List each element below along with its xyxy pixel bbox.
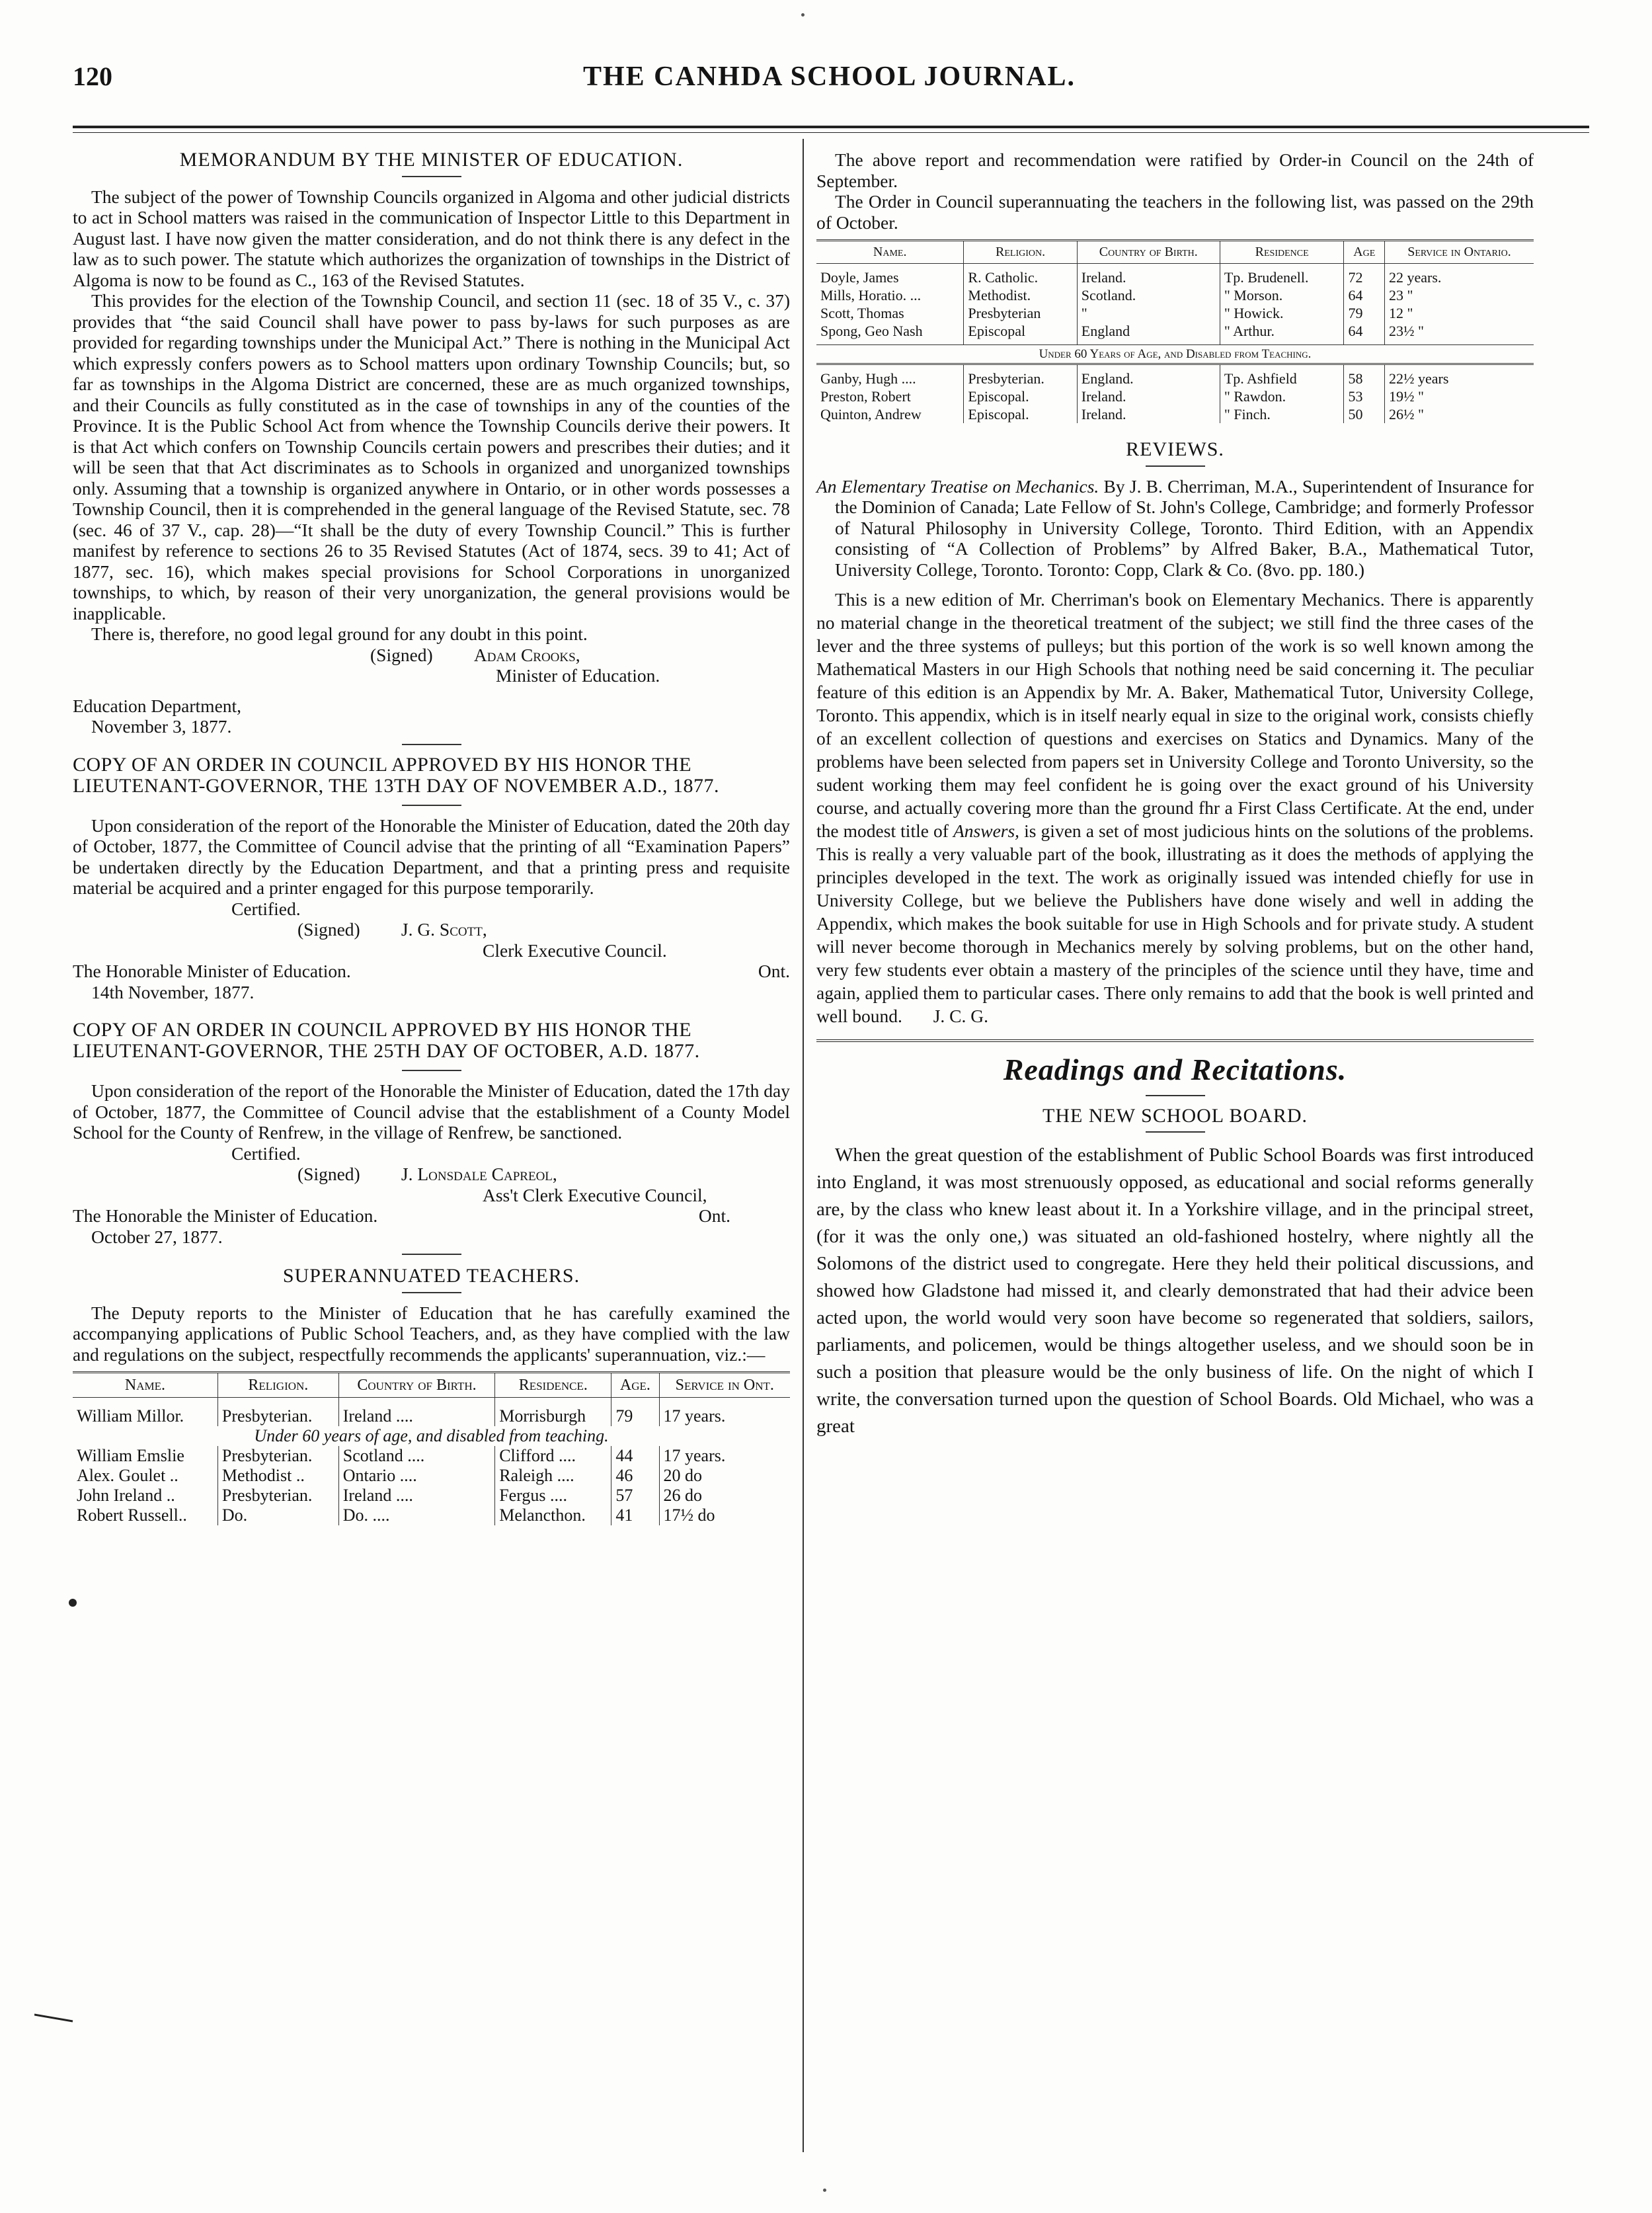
table-cell: R. Catholic. bbox=[964, 264, 1077, 287]
section-rule bbox=[402, 805, 461, 806]
table-cell: 23 " bbox=[1384, 286, 1534, 304]
table-cell: 46 bbox=[611, 1466, 659, 1486]
memorandum-title: MEMORANDUM BY THE MINISTER OF EDUCATION. bbox=[179, 149, 684, 171]
table-cell: 44 bbox=[611, 1446, 659, 1466]
order-title: COPY OF AN ORDER IN COUNCIL APPROVED BY HIS HONOR THE LIEUTENANT-GOVERNOR, THE 25TH DAY OF OCTOBER, A.D. 1877. bbox=[73, 1019, 700, 1062]
ratification-section bbox=[816, 149, 1534, 423]
table-cell: 79 bbox=[1344, 304, 1385, 322]
signer-role: Ass't Clerk Executive Council, bbox=[483, 1184, 707, 1205]
print-speck bbox=[823, 2189, 826, 2192]
table-cell: Ontario .... bbox=[338, 1466, 494, 1486]
table-cell: 50 bbox=[1344, 405, 1385, 423]
order-in-council-2 bbox=[73, 1020, 790, 1255]
table-cell: Episcopal. bbox=[964, 387, 1077, 405]
table-row bbox=[816, 322, 1534, 345]
addressee-line bbox=[73, 1205, 790, 1227]
order-date: 14th November, 1877. bbox=[91, 981, 255, 1002]
table-subheading: Under 60 Years of Age, and Disabled from Teaching. bbox=[816, 345, 1534, 364]
table-cell: 26½ " bbox=[1384, 405, 1534, 423]
table-cell: Ganby, Hugh .... bbox=[820, 370, 916, 387]
section-rule bbox=[402, 1254, 461, 1255]
order-in-council-1 bbox=[73, 754, 790, 1003]
margin-pointer-icon bbox=[34, 2013, 74, 2023]
section-rule bbox=[402, 744, 461, 745]
column-header: Service in Ontario. bbox=[1384, 241, 1534, 264]
table-cell: Presbyterian bbox=[964, 304, 1077, 322]
signature-line bbox=[297, 1164, 790, 1185]
table-row bbox=[73, 1486, 790, 1506]
table-cell: Do. bbox=[217, 1506, 338, 1525]
memorandum-paragraph: This provides for the election of the Township Council, and section 11 (sec. 18 of 35 V., c. 37) provides that “the said Council shall have power to pass by-laws for such purposes as are provided for regarding townships under the Municipal Act.” There is nothing in the Municipal Act which expressly confers powers as to School matters upon ordinary Township Councils; but, so far as townships in the Algoma District are concerned, these are as much organized townships, and their Councils as fully constituted as in the case of townships in any of the counties of the Province. It is the Public School Act from whence the Township Councils derive their powers. It is that Act which confers on Township Councils certain powers and prescribes their duties; and it will be seen that that Act discriminates as to Schools in organized and unorganized townships only. Assuming that a township is organized anywhere in Ontario, or in other words possesses a Township Council, then it is comprehended in the general language of the Revised Statute, sec. 78 (sec. 46 of 37 V., cap. 28)—“It shall be the duty of every Township Council.” This is further manifest by reference to sections 26 to 35 Revised Statutes (Act of 1874, secs. 39 to 41; Act of 1877, sec. 16), which makes special provisions for School Corporations in unorganized townships, to which, by reason of their very unorganization, the general provisions would be inapplicable. bbox=[73, 290, 790, 624]
answers-title: Answers, bbox=[953, 821, 1020, 841]
table-cell: 12 " bbox=[1384, 304, 1534, 322]
table-cell: Ireland. bbox=[1077, 264, 1220, 287]
order-title: COPY OF AN ORDER IN COUNCIL APPROVED BY HIS HONOR THE LIEUTENANT-GOVERNOR, THE 13TH DAY OF NOVEMBER A.D., 1877. bbox=[73, 753, 719, 797]
table-cell: " Morson. bbox=[1220, 286, 1344, 304]
citation-details: By J. B. Cherriman, M.A., Superintendent of Insurance for the Dominion of Canada; Late Fellow of St. John's College, Cambridge; and formerly Professor of Natural Philosophy in University College, Toronto. Third Edition, with an Appendix consisting of “A Collection of Problems” by Alfred Baker, B.A., Mathematical Tutor, University College, Toronto. Toronto: Copp, Clark & Co. (8vo. pp. 180.) bbox=[835, 475, 1534, 580]
table-row bbox=[816, 405, 1534, 423]
table-cell: Raleigh .... bbox=[495, 1466, 611, 1486]
table-cell: Presbyterian. bbox=[217, 1446, 338, 1466]
table-cell: " Arthur. bbox=[1220, 322, 1344, 345]
order-body: Upon consideration of the report of the Honorable the Minister of Education, dated the 20th day of October, 1877, the Committee of Council advise that the printing of all “Examination Papers” be undertaken directly by the Education Department, and that a printing press and requisite material be acquired and a printer engaged for this purpose temporarily. bbox=[73, 815, 790, 898]
ratification-paragraph: The above report and recommendation were ratified by Order-in Council on the 24th of September. bbox=[816, 149, 1534, 191]
table-cell: Robert Russell.. bbox=[77, 1506, 187, 1525]
column-header: Country of Birth. bbox=[1077, 241, 1220, 264]
table-cell: Spong, Geo Nash bbox=[820, 323, 923, 339]
readings-heading: Readings and Recitations. bbox=[1003, 1053, 1347, 1086]
table-header-row bbox=[73, 1373, 790, 1398]
table-cell: 22½ years bbox=[1384, 364, 1534, 388]
signer-role: Clerk Executive Council. bbox=[483, 940, 667, 961]
table-subheading: Under 60 years of age, and disabled from teaching. bbox=[254, 1426, 609, 1445]
table-cell: Episcopal bbox=[964, 322, 1077, 345]
certified-label: Certified. bbox=[231, 898, 301, 919]
section-rule bbox=[402, 1292, 461, 1293]
table-row bbox=[73, 1446, 790, 1466]
table-cell: " Rawdon. bbox=[1220, 387, 1344, 405]
table-subheading-row bbox=[73, 1426, 790, 1446]
table-row bbox=[816, 264, 1534, 287]
table-cell: 57 bbox=[611, 1486, 659, 1506]
addressee-line bbox=[73, 961, 790, 982]
section-rule bbox=[1146, 1131, 1205, 1133]
journal-title: THE CANHDA SCHOOL JOURNAL. bbox=[582, 61, 1076, 92]
column-header: Residence. bbox=[495, 1373, 611, 1398]
table-row bbox=[73, 1506, 790, 1525]
review-text: This is a new edition of Mr. Cherriman's book on Elementary Mechanics. There is apparently no material change in the theoretical treatment of the subject; we still find the three cases of the lever and the three systems of pulleys; but this portion of the work is so well known among the Mathematical Masters in our High Schools that nothing need be said concerning it. The peculiar feature of this edition is an Appendix by Mr. A. Baker, Mathematical Tutor, University College, Toronto. This appendix, which is in itself nearly equal in size to the original work, consists chiefly of an excellent collection of questions and exercises on Statics and Dynamics. Many of the problems have been selected from papers set in University College and Toronto University, so the sudent working them may feel confident he is going over the exact ground of his University course, and actually covering more than the ground fhr a First Class Certificate. At the end, under the modest title of bbox=[816, 589, 1534, 841]
table-cell: Ireland .... bbox=[338, 1486, 494, 1506]
table-cell: England bbox=[1077, 322, 1220, 345]
left-column bbox=[73, 139, 790, 1525]
reviews-section bbox=[816, 439, 1534, 1027]
table-cell: 20 do bbox=[659, 1466, 790, 1486]
table-cell: 53 bbox=[1344, 387, 1385, 405]
table-subheading-row bbox=[816, 345, 1534, 364]
column-header: Age. bbox=[611, 1373, 659, 1398]
memorandum-place: Education Department, bbox=[73, 695, 242, 716]
table-row bbox=[73, 1466, 790, 1486]
table-cell: 26 do bbox=[659, 1486, 790, 1506]
signed-label: (Signed) bbox=[370, 644, 433, 665]
page-number: 120 bbox=[73, 61, 112, 91]
column-header: Age bbox=[1344, 241, 1385, 264]
superannuated-table bbox=[73, 1371, 790, 1525]
table-cell: Scotland .... bbox=[338, 1446, 494, 1466]
reviews-title: REVIEWS. bbox=[1126, 438, 1224, 460]
section-rule bbox=[1146, 1095, 1205, 1096]
table-cell: Ireland. bbox=[1077, 405, 1220, 423]
margin-bullet bbox=[69, 1599, 77, 1607]
signer-name: J. G. Scott, bbox=[401, 919, 487, 940]
signature-line bbox=[370, 645, 790, 666]
signed-label: (Signed) bbox=[297, 919, 360, 940]
table-cell: Alex. Goulet .. bbox=[77, 1466, 178, 1485]
table-cell: Preston, Robert bbox=[820, 388, 911, 405]
superannuated-section bbox=[73, 1266, 790, 1525]
column-header: Country of Birth. bbox=[338, 1373, 494, 1398]
signed-label: (Signed) bbox=[297, 1164, 360, 1184]
column-header: Name. bbox=[816, 241, 964, 264]
superannuated-title: SUPERANNUATED TEACHERS. bbox=[282, 1265, 580, 1287]
table-cell: Presbyterian. bbox=[964, 364, 1077, 388]
order-date: October 27, 1877. bbox=[91, 1226, 223, 1247]
table-cell: " bbox=[1077, 304, 1220, 322]
column-divider bbox=[803, 139, 804, 2152]
table-cell: Mills, Horatio. ... bbox=[820, 287, 922, 303]
column-header: Service in Ont. bbox=[659, 1373, 790, 1398]
table-cell: 58 bbox=[1344, 364, 1385, 388]
table-cell: Methodist .. bbox=[217, 1466, 338, 1486]
table-cell: 17 years. bbox=[659, 1398, 790, 1427]
readings-section bbox=[816, 1053, 1534, 1440]
table-cell: Tp. Ashfield bbox=[1220, 364, 1344, 388]
table-cell: Do. .... bbox=[338, 1506, 494, 1525]
review-citation bbox=[816, 475, 1534, 581]
ratified-teachers-table bbox=[816, 239, 1534, 423]
column-header: Residence bbox=[1220, 241, 1344, 264]
table-cell: 64 bbox=[1344, 286, 1385, 304]
table-cell: " Finch. bbox=[1220, 405, 1344, 423]
table-row bbox=[816, 364, 1534, 388]
table-cell: 41 bbox=[611, 1506, 659, 1525]
signature-line bbox=[297, 919, 790, 940]
table-cell: John Ireland .. bbox=[77, 1486, 175, 1505]
table-cell: William Emslie bbox=[77, 1446, 184, 1465]
right-column bbox=[816, 139, 1534, 1440]
table-cell: Clifford .... bbox=[495, 1446, 611, 1466]
table-cell: Ireland. bbox=[1077, 387, 1220, 405]
table-row bbox=[73, 1398, 790, 1427]
table-cell: 23½ " bbox=[1384, 322, 1534, 345]
table-cell: Doyle, James bbox=[820, 269, 899, 286]
table-cell: " Howick. bbox=[1220, 304, 1344, 322]
addressee-place: Ont. bbox=[758, 961, 790, 981]
table-cell: 64 bbox=[1344, 322, 1385, 345]
header-rule-thin bbox=[73, 132, 1589, 133]
table-cell: 22 years. bbox=[1384, 264, 1534, 287]
table-cell: Scotland. bbox=[1077, 286, 1220, 304]
table-cell: Episcopal. bbox=[964, 405, 1077, 423]
table-cell: 72 bbox=[1344, 264, 1385, 287]
table-row bbox=[816, 286, 1534, 304]
running-head bbox=[73, 61, 1586, 107]
table-cell: 79 bbox=[611, 1398, 659, 1427]
table-cell: 17 years. bbox=[659, 1446, 790, 1466]
memorandum-section bbox=[73, 149, 790, 745]
table-cell: Fergus .... bbox=[495, 1486, 611, 1506]
print-speck bbox=[801, 13, 805, 17]
table-cell: Tp. Brudenell. bbox=[1220, 264, 1344, 287]
table-cell: 17½ do bbox=[659, 1506, 790, 1525]
table-cell: Presbyterian. bbox=[217, 1398, 338, 1427]
addressee: The Honorable the Minister of Education. bbox=[73, 1205, 378, 1226]
memorandum-date: November 3, 1877. bbox=[91, 716, 232, 737]
table-cell: 19½ " bbox=[1384, 387, 1534, 405]
table-cell: Morrisburgh bbox=[495, 1398, 611, 1427]
section-double-rule bbox=[816, 1039, 1534, 1042]
book-title: An Elementary Treatise on Mechanics. bbox=[816, 475, 1099, 497]
signer-role: Minister of Education. bbox=[496, 665, 660, 686]
section-rule bbox=[1146, 465, 1205, 467]
table-cell: Presbyterian. bbox=[217, 1486, 338, 1506]
memorandum-paragraph: The subject of the power of Township Councils organized in Algoma and other judicial districts to act in School matters was raised in the communication of Inspector Little to this Department in August last. I have now given the matter consideration, and do not think there is any defect in the law as to such power. The statute which authorizes the organization of townships in the District of Algoma is now to be found as C., 163 of the Revised Statutes. bbox=[73, 186, 790, 290]
order-body: Upon consideration of the report of the Honorable the Minister of Education, dated the 17th day of October, 1877, the Committee of Council advise that the establishment of a County Model School for the County of Renfrew, in the village of Renfrew, be sanctioned. bbox=[73, 1080, 790, 1143]
table-cell: Methodist. bbox=[964, 286, 1077, 304]
table-cell: Quinton, Andrew bbox=[820, 406, 922, 422]
addressee: The Honorable Minister of Education. bbox=[73, 961, 351, 981]
certified-label: Certified. bbox=[231, 1143, 301, 1164]
column-header: Religion. bbox=[217, 1373, 338, 1398]
review-text: is given a set of most judicious hints on the solutions of the problems. This is really a very valuable part of the book, illustrating as it does the methods of applying the principles developed in the text. The work as originally issued was intended chiefly for use in University College, but we believe the Publishers have done wisely and well in adding the Appendix, which makes the book suitable for use in High Schools and for private study. A student will never become thorough in Mechanics merely by solving problems, but on the other hand, very few students ever obtain a mastery of the principles of the science until they have, time and again, applied them to particular cases. There only remains to add that the book is well printed and well bound. bbox=[816, 821, 1534, 1026]
column-header: Religion. bbox=[964, 241, 1077, 264]
story-body: When the great question of the establishment of Public School Boards was first introduced into England, it was most strenuously opposed, as educational and social reforms generally are, by the class who knew least about it. In a Yorkshire village, and in the principal street, (for it was the only one,) was situated an old-fashioned hostelry, where nightly all the Solomons of the district used to congregate. Here they held their political discussions, and showed how Gladstone had missed it, and clearly demonstrated that had their advice been acted upon, the world would very soon have become so regenerated that soldiers, sailors, parliaments, and policemen, would be things altogether useless, and we should soon be in such a position that pleasure would be the only business of life. On the night of which I write, the conversation turned upon the question of School Boards. Old Michael, who was a great bbox=[816, 1145, 1534, 1437]
table-row bbox=[816, 387, 1534, 405]
table-header-row bbox=[816, 241, 1534, 264]
reviewer-initials: J. C. G. bbox=[933, 1006, 989, 1026]
signer-name: Adam Crooks, bbox=[473, 644, 580, 665]
column-header: Name. bbox=[73, 1373, 217, 1398]
table-cell: Ireland .... bbox=[338, 1398, 494, 1427]
review-body bbox=[816, 588, 1534, 1027]
table-cell: William Millor. bbox=[77, 1406, 184, 1426]
signer-name: J. Lonsdale Capreol, bbox=[401, 1164, 557, 1184]
table-cell: England. bbox=[1077, 364, 1220, 388]
table-cell: Scott, Thomas bbox=[820, 305, 904, 321]
superannuated-intro: The Deputy reports to the Minister of Education that he has carefully examined the accompanying applications of Public School Teachers, and, as they have complied with the law and regulations on the subject, respectfully recommends the applicants' superannuation, viz.:— bbox=[73, 1302, 790, 1365]
memorandum-paragraph: There is, therefore, no good legal ground for any doubt in this point. bbox=[91, 624, 588, 644]
header-rule bbox=[73, 126, 1589, 128]
story-title: THE NEW SCHOOL BOARD. bbox=[1042, 1104, 1308, 1127]
ratification-paragraph: The Order in Council superannuating the teachers in the following list, was passed on the 29th of October. bbox=[816, 191, 1534, 233]
addressee-place: Ont. bbox=[698, 1205, 730, 1226]
section-rule bbox=[402, 176, 461, 177]
section-rule bbox=[402, 1070, 461, 1071]
table-cell: Melancthon. bbox=[495, 1506, 611, 1525]
table-row bbox=[816, 304, 1534, 322]
